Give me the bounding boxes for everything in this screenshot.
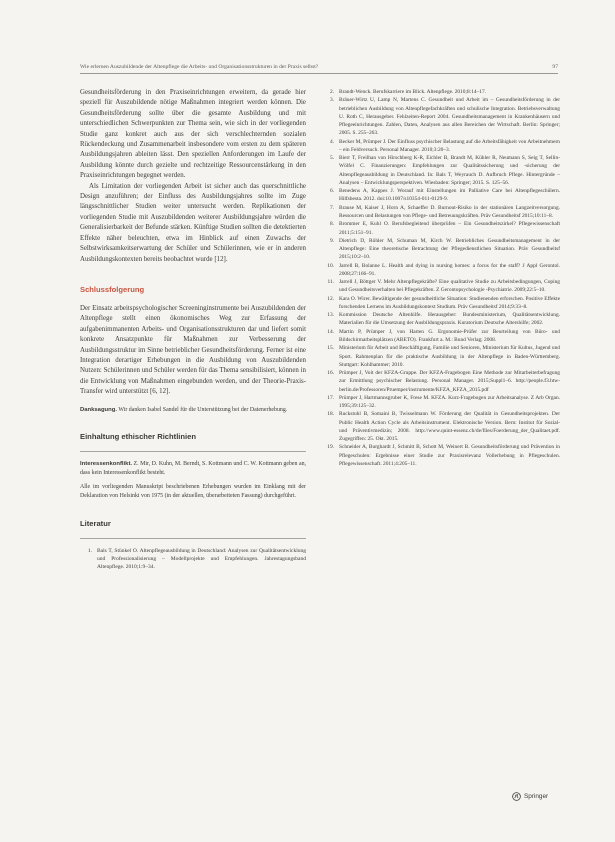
reference-item [322,88,560,96]
reference-number: 4. [329,138,334,145]
reference-text: Brandt-Wenck. Berufskarriere im Blick. Altenpflege. 2010;8:14–17. [339,89,487,95]
conflict-text: Z. Mir, D. Kuhn, M. Berndt, S. Kottmann und C. W. Kottmann geben an, dass kein Interessenkonflikt besteht. [80,461,306,476]
reference-text: Jarrell B, Bolanne L. Health and dying in nursing homes: a focus for the staff? J Appl Gerontol. 2008;27:166–91. [339,262,560,277]
section-title-literatur: Literatur [80,518,111,528]
reference-number: 3. [329,97,334,104]
reference-text: Prümper J, Hartmannsgruber K, Frese M. KFZA. Kurz-Fragebogen zur Arbeitsanalyse. Z Arb Organ. 1995;39:125–32. [339,394,560,410]
reference-text: Brause M, Kaiser J, Horn A, Schaeffer D. Burnout-Risiko in der stationären Langzeitversorgung. Ressourcen und Belastungen von Pflege- und Betreuungskräften. Präv Gesundheitsf 2015;10:11–8. [339,204,560,219]
reference-number: 14. [327,328,334,335]
reference-list-left [80,547,306,572]
reference-number: 1. [87,547,92,554]
reference-text: Ministerium für Arbeit und Beschäftigung, Familie und Senioren, Ministerium für Kultus, Jugend und Sport. Rahmenplan für die praktische Ausbildung in der Altenpflege in Baden-Württemberg. Stuttgart: Kohlhammer; 2010. [339,345,560,368]
reference-item [322,295,560,312]
springer-horse-icon [512,792,521,801]
reference-item [322,369,560,394]
reference-item [322,237,560,262]
reference-number: 19. [327,444,334,451]
body-paragraph-1: Gesundheitsförderung in den Praxiseinrichtungen erweitern, da gerade hier speziell für Auszubildende nötige Maßnahmen integriert werden können. Die Gesundheitsförderung sollte über die gesamte Ausbildung und mit unterschiedlichen Schwerpunkten zur Thema sein, wie sich in der vorliegenden Studie ganz konkret auch aus der sich verschlechternden sozialen Rückendeckung und Zusammenarbeit insbesondere vom ersten zu dem späteren Ausbildungsjahren ableiten lässt. Den speziellen Anforderungen im Laufe der Ausbildung könnte durch gezielte und rechtzeitige Ressourcenstärkung in den Praxiseinrichtungen begegnet werden. [80,89,306,180]
reference-item [322,154,560,187]
reference-item [322,328,560,345]
conflict-label: Interessenkonflikt. [80,461,133,468]
reference-text: Kommission Deutsche Altenhilfe. Herausgeber: Bundesministerium, Qualitätsentwicklung. Materialien für die Umsetzung der Ausbildungspraxis. Kuratorium Deutsche Altershilfe; 2002. [339,312,560,327]
section-divider [80,451,306,452]
reference-number: 5. [329,155,334,162]
page-number: 97 [552,64,558,70]
acknowledgement [80,406,306,415]
reference-number: 11. [327,279,334,286]
publisher-logo [512,792,548,801]
reference-item [322,394,560,411]
running-header [80,64,558,74]
right-column [322,88,560,468]
conflict-of-interest [80,460,306,477]
section-title-schlussfolgerung: Schlussfolgerung [80,284,145,294]
reference-item [80,547,306,572]
reference-text: Becker M, Prümper J. Der Einfluss psychischer Belastung auf die Arbeitsfähigkeit von Arbeitnehmern – ein Feldversuch. Personal Manager. 2010;3:20–3. [339,138,560,153]
reference-number: 15. [327,345,334,352]
ethics-statement: Alle im vorliegenden Manuskript beschriebenen Erhebungen wurden im Einklang mit der Deklaration von Helsinki von 1975 (in der aktuellen, überarbeiteten Fassung) durchgeführt. [80,484,306,499]
reference-text: Jarrell J, Böttger V. Mehr Altenpflegekräfte? Eine qualitative Studie zu Arbeitsbedingungen, Coping und Gesundheitsverhalten bei Pflegekräften. Z Gerontopsychologie -Psychiatrie. 2009;22:5–10. [339,279,560,294]
reference-item [322,443,560,468]
reference-item [322,311,560,328]
left-column [80,88,306,571]
schluss-paragraph: Der Einsatz arbeitspsychologischer Screeninginstrumente bei Auszubildenden der Altenpflege stellt einen ökonomisches Weg zur Erfassung der aufgabenimmanenten Arbeits- und Organisationsstrukturen dar und liefert somit konkrete Ansatzpunkte für Maßnahmen zur Verbesserung der Ausbildungsstruktur im Sinne betrieblicher Gesundheitsförderung. Ferner ist eine Integration derartiger Erhebungen in die Ausbildung von Auszubildenden Nutzen: Schülerinnen und Schüler werden für das Thema sensibilisiert, können in die Entwicklung von Maßnahmen eingebunden werden, und der Theorie-Praxis-Transfer wird unterstützt [6, 12]. [80,304,306,396]
reference-number: 6. [329,188,334,195]
publisher-name: Springer [524,793,549,800]
acknowledgement-text: Wir danken Isabel Sandel für die Unterstützung bei der Datenerhebung. [118,406,288,413]
reference-item [322,344,560,369]
reference-text: Prümper J, Voit der KFZA-Gruppe. Der KFZA-Fragebogen Eine Methode zur Mitarbeiterbefragung zur Ermittlung psychischer Belastung. Personal Manager. 2015;Suppl1–6. http://people.f3.htw-berlin.de/Professoren/Pruemper/instrumente/KFZA_KFZA_2015.pdf [339,370,560,393]
reference-item [322,138,560,155]
reference-text: Bals T, Stünkel O. Altenpflegeausbildung in Deutschland: Analysen zur Qualitätsentwicklung und Professionalisierung – Modellprojekte und Empfehlungen. Jahrestagungsband Altenpflege. 2010;1:9–34. [97,547,306,571]
acknowledgement-label: Danksagung. [80,406,117,413]
reference-text: Bierr T, Freilhan von Hirschberg K-R, Eichler B, Brandt M, Kühler R, Neumann S, Seig T, Sellin-Wölfel C. Finanzierungen: Empfehlungen zur Qualitätssicherung und -sicherung der Altenpflegeausbildung in Deutschland. In: Bals T, Weyrauch D. Aufbruch Pflege. Hintergründe – Analysen – Entwicklungsperspektiven. Wiesbaden: Springer; 2015. S. 125–56. [339,155,560,186]
reference-text: Ruckstuhl B, Somaini B, Twisselmann W. Förderung der Qualität in Gesundheitsprojekten. Der Public Health Action Cycle als Arbeitsinstrument. Elektronische Version. Bern: Institut für Sozial- und Präventivmedizin; 2008. http://www.quint-essenz.ch/de/files/Foerderung_der_Qualitaet.pdf. Zugegriffen: 25. Okt. 2015. [339,411,560,443]
reference-item [322,96,560,137]
reference-item [322,220,560,237]
section-title-ethik: Einhaltung ethischer Richtlinien [80,432,197,442]
reference-number: 8. [329,221,334,228]
reference-text: Benedens A, Kappes J. Worauf mit Einstellungen im Palliative Care bei Altenpflegeschülern. Hilfsbesta. 2012. doi:10.1007/s10354-011-0129-9. [339,188,560,203]
section-divider [80,538,306,539]
running-title: Wie erlernen Auszubildende der Altenpflege die Arbeits- und Organisationsstrukturen in der Praxis selbst? [80,64,319,70]
reference-item [322,410,560,443]
reference-text: Brommer E, Kuhl O. Berufsbegleitend überprüfen – Ein Gesundheitszirkel? Pflegewissenschaft 2011;5:151–91. [339,221,560,236]
reference-text: Kara O. Wirer. Bewältigende der gesundheitliche Situation: Studienenden erforschen. Positive Effekte forschenden Lernens im Ausbildungskontext Studium. Präv Gesundheitsf 2014;9:33–8. [339,295,560,310]
reference-text: Schneider A, Burghardt J, Schmitt B, Schott M, Weinert B. Gesundheitsförderung und Prävention in Pflegeschulen: Ergebnisse einer Studie zur Praxisrelevanz Vollerhebung in Pflegeschulen. Pflegewissenschaft. 2011;4:205–11. [339,444,560,467]
reference-number: 12. [327,295,334,302]
reference-number: 2. [329,89,334,95]
reference-item [322,187,560,204]
reference-item [322,204,560,221]
reference-number: 10. [327,262,334,269]
reference-number: 13. [327,312,334,319]
reference-number: 17. [327,394,334,401]
reference-text: Martin P, Prümper J, von Harten G. Ergonomie-Prüfer zur Beurteilung von Büro- und Bildschirmarbeitsplätzen (ABETO). Frankfurt a. M.: Bund Verlag; 2008. [339,328,560,343]
reference-number: 7. [329,204,334,211]
body-paragraph-2: Als Limitation der vorliegenden Arbeit ist sicher auch das querschnittliche Design anzuführen; der Einfluss des Ausbildungsjahres sollte im Zuge längsschnittlicher Studien weiter untersucht werden. Replikationen der vorliegenden Studie mit Auszubildenden weiterer Ausbildungsjahre würden die Generalisierbarkeit der Befunde stärken. Künftige Studien sollten die detektierten Effekte näher beleuchten, etwa im Hinblick auf einen Zuwachs der Selbstwirksamkeitserwartung der Schüler und Schülerinnen, wie er in anderen Ausbildungskontexten bereits beobachtet wurde [12]. [80,182,306,263]
reference-text: Bräuer-Wirtz U, Lamp N, Martens C. Gesundheit und Arbeit im – Gesundheitsförderung in der betrieblichen Ausbildung von Altenpflegefachkräften und schulische Integration. Betriebsverwaltung U. Roth C, Herausgeber. Fehlzeiten-Report 2004. Gesundheitsmanagement in Krankenhäusern und Pflegeeinrichtungen. Zahlen, Daten, Analysen aus allen Bereichen der Wirtschaft. Berlin: Springer; 2005. S. 255–263. [339,97,560,137]
reference-item [322,262,560,279]
reference-list-right [322,88,560,468]
reference-number: 16. [327,370,334,377]
reference-item [322,278,560,295]
reference-number: 9. [329,237,334,244]
reference-text: Dietrich D, Röhler M, Schuman M, Kirch W. Betriebliches Gesundheitsmanagement in der Altenpflege: Eine theoretische Betrachtung der Pflegedienstlichen Situation. Präv Gesundheitsf 2015;10:2–10. [339,237,560,261]
reference-number: 18. [327,411,334,418]
